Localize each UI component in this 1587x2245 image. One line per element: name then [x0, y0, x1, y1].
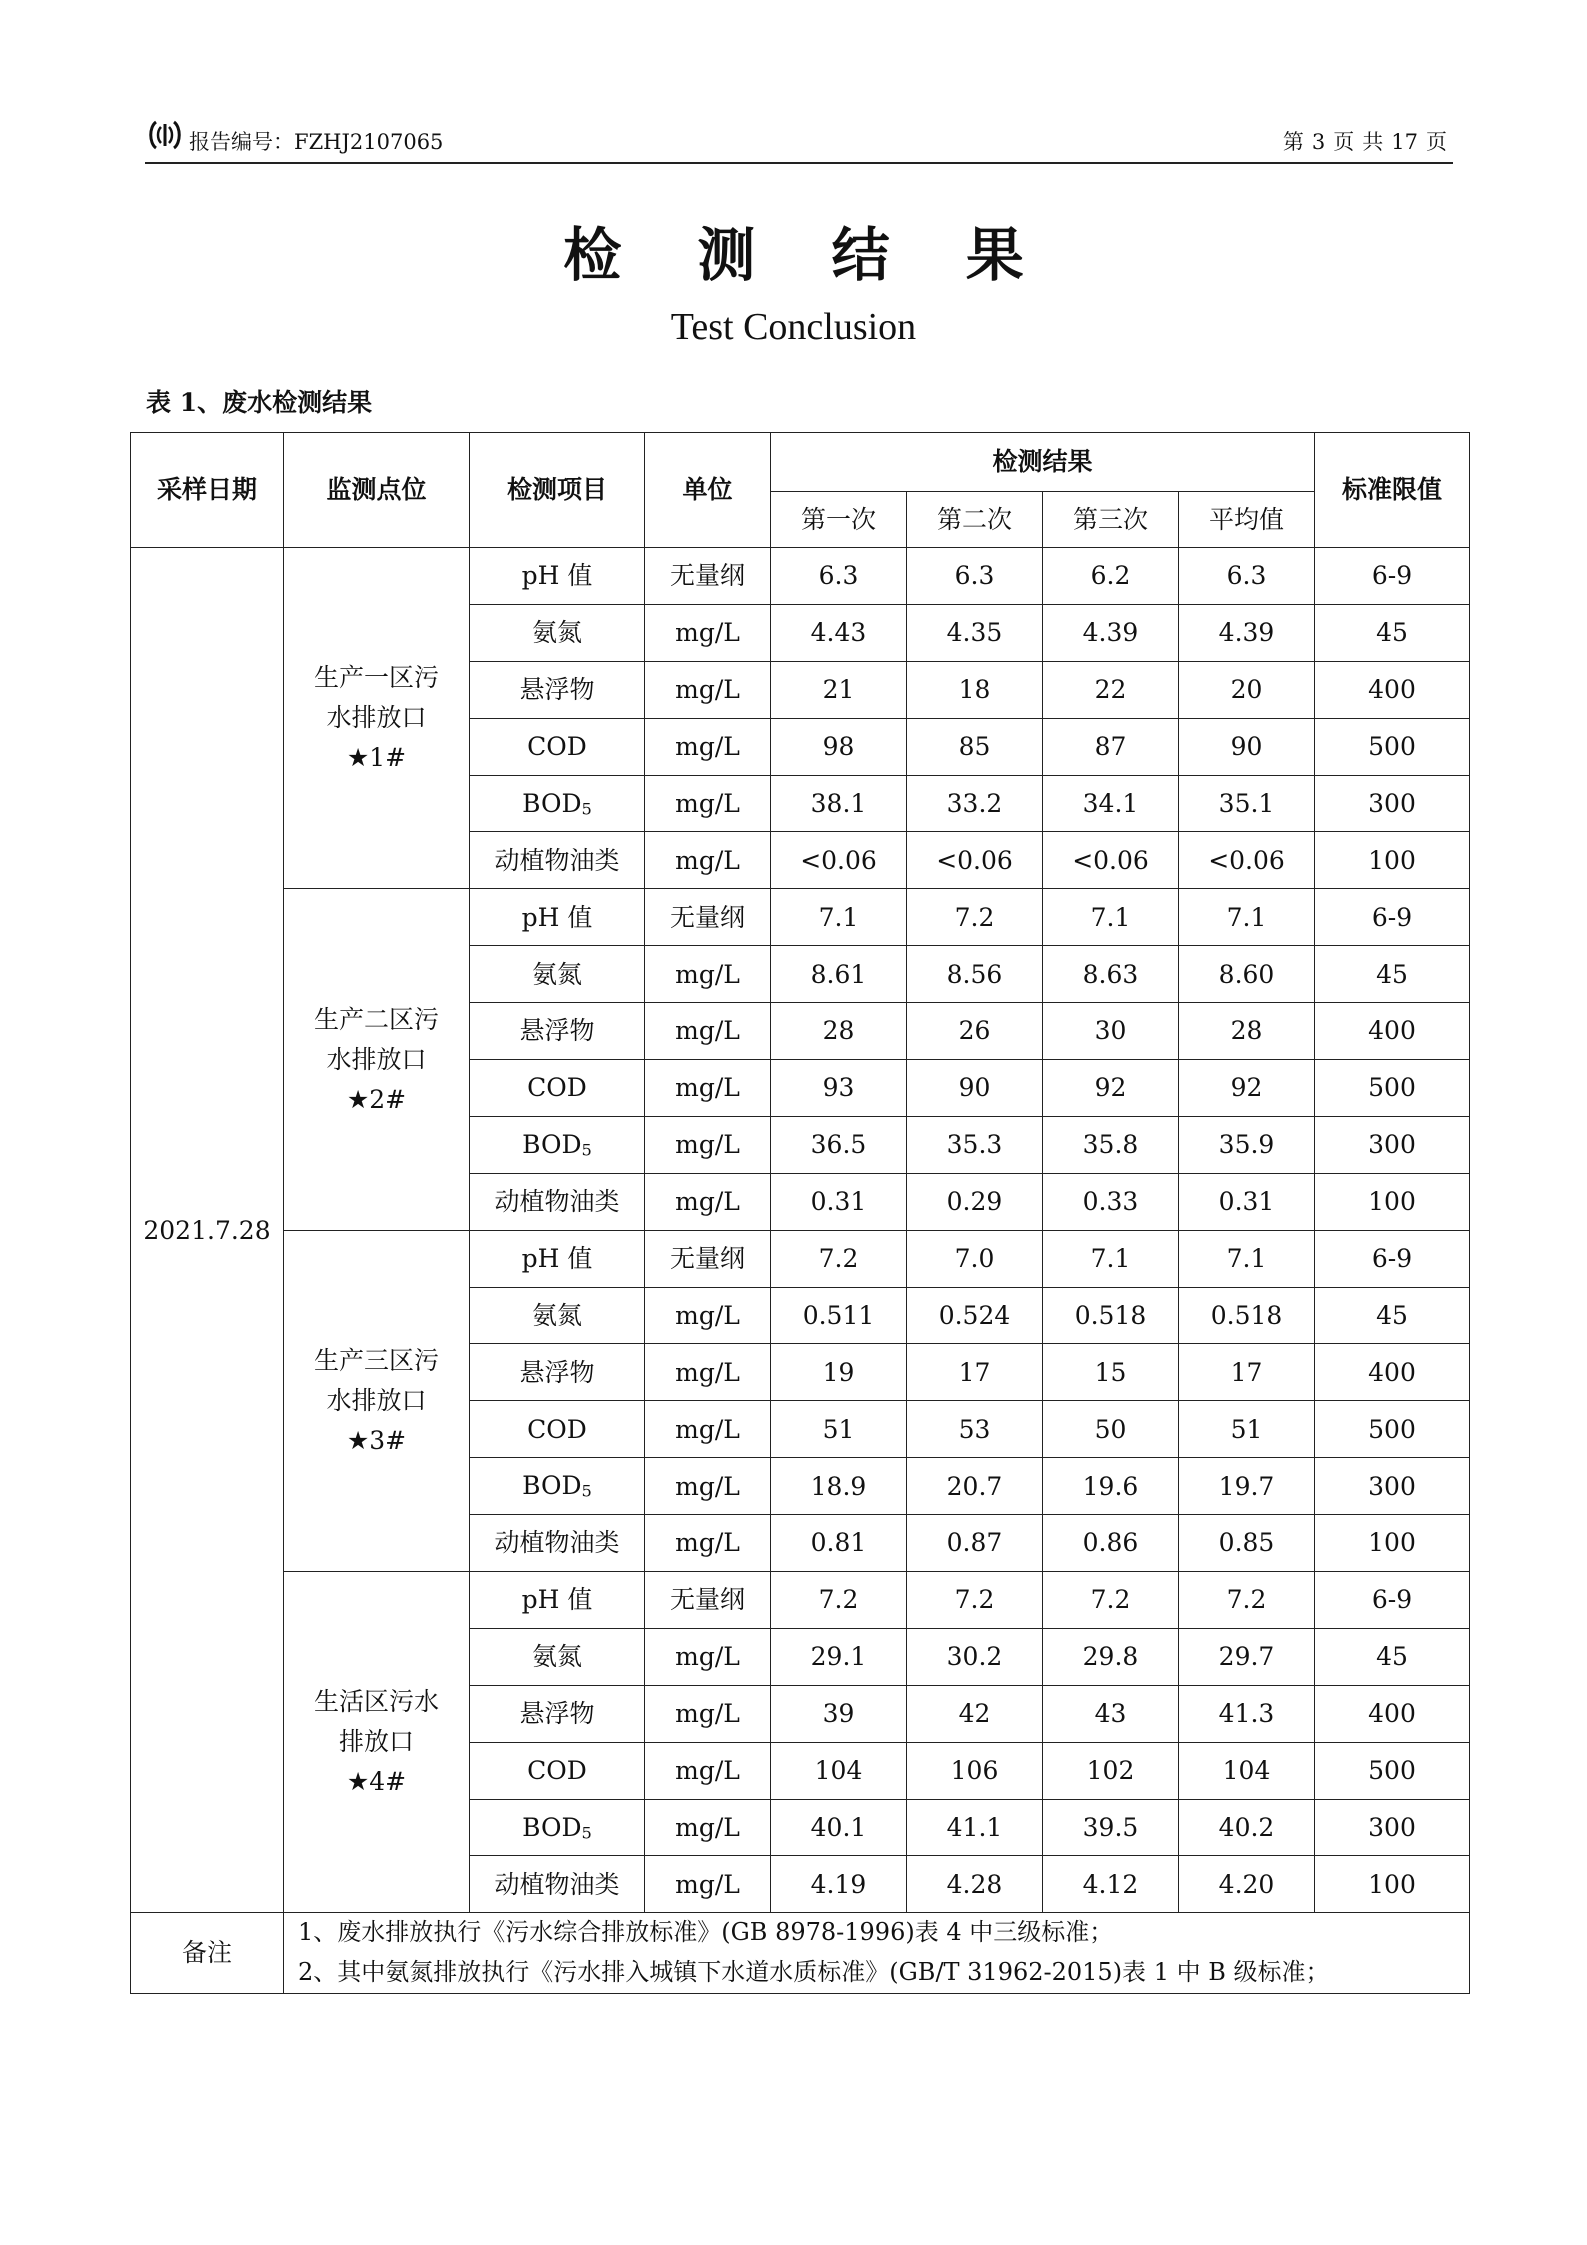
unit-cell: mg/L: [645, 1628, 771, 1685]
result-cell: 0.86: [1043, 1515, 1179, 1572]
item-cell: [470, 718, 645, 775]
result-cell: 104: [771, 1742, 907, 1799]
site-name-line: 排放口: [338, 1727, 414, 1757]
average-cell: 51: [1179, 1401, 1315, 1458]
result-cell: 102: [1043, 1742, 1179, 1799]
page-unit: 页: [1333, 130, 1355, 154]
result-cell: 53: [907, 1401, 1043, 1458]
limit-cell: 100: [1315, 1856, 1470, 1913]
unit-cell: mg/L: [645, 1116, 771, 1173]
item-name: pH 值: [521, 1585, 593, 1615]
item-cell: [470, 1856, 645, 1913]
header-round-3: 第三次: [1043, 492, 1179, 548]
result-cell: 93: [771, 1060, 907, 1117]
result-cell: 36.5: [771, 1116, 907, 1173]
result-cell: 34.1: [1043, 775, 1179, 832]
site-cell: [284, 1572, 470, 1913]
average-cell: 17: [1179, 1344, 1315, 1401]
average-cell: 8.60: [1179, 946, 1315, 1003]
item-cell: [470, 1060, 645, 1117]
page-total-prefix: 共: [1362, 130, 1384, 154]
average-cell: 28: [1179, 1003, 1315, 1060]
result-cell: 42: [907, 1685, 1043, 1742]
item-cell: [470, 1628, 645, 1685]
page-total-unit: 页: [1426, 130, 1447, 154]
result-cell: 18: [907, 661, 1043, 718]
result-cell: 39.5: [1043, 1799, 1179, 1856]
result-cell: 7.1: [771, 889, 907, 946]
unit-cell: mg/L: [645, 604, 771, 661]
average-cell: 29.7: [1179, 1628, 1315, 1685]
item-name: 动植物油类: [494, 1528, 620, 1558]
result-cell: 33.2: [907, 775, 1043, 832]
average-cell: <0.06: [1179, 832, 1315, 889]
page-total: 17: [1391, 130, 1418, 154]
average-cell: 20: [1179, 661, 1315, 718]
item-cell: [470, 946, 645, 1003]
header-unit: 单位: [645, 433, 771, 548]
limit-cell: 45: [1315, 1628, 1470, 1685]
result-cell: 6.3: [771, 548, 907, 605]
unit-cell: mg/L: [645, 1856, 771, 1913]
item-name: COD: [527, 1073, 587, 1103]
result-cell: 8.56: [907, 946, 1043, 1003]
unit-cell: mg/L: [645, 1003, 771, 1060]
result-cell: 40.1: [771, 1799, 907, 1856]
result-cell: 35.3: [907, 1116, 1043, 1173]
item-cell: [470, 1685, 645, 1742]
limit-cell: 6-9: [1315, 548, 1470, 605]
site-name-line: 水排放口: [326, 703, 427, 733]
average-cell: 40.2: [1179, 1799, 1315, 1856]
header-round-1: 第一次: [771, 492, 907, 548]
site-name-line: 水排放口: [326, 1044, 427, 1074]
table-row: [131, 1230, 1470, 1287]
item-cell: [470, 1799, 645, 1856]
company-logo-icon: [147, 118, 183, 152]
result-cell: 29.8: [1043, 1628, 1179, 1685]
unit-cell: mg/L: [645, 1401, 771, 1458]
note-line: 2、其中氨氮排放执行《污水排入城镇下水道水质标准》(GB/T 31962-2015)表 1 中 B 级标准；: [298, 1957, 1330, 1986]
result-cell: 6.3: [907, 548, 1043, 605]
result-cell: 7.0: [907, 1230, 1043, 1287]
result-cell: 20.7: [907, 1458, 1043, 1515]
table-row: [131, 889, 1470, 946]
result-cell: 0.81: [771, 1515, 907, 1572]
site-cell: [284, 548, 470, 889]
notes-cell: [284, 1913, 1470, 1993]
average-cell: 0.518: [1179, 1287, 1315, 1344]
result-cell: 6.2: [1043, 548, 1179, 605]
unit-cell: mg/L: [645, 1685, 771, 1742]
item-cell: [470, 548, 645, 605]
limit-cell: 500: [1315, 1060, 1470, 1117]
average-cell: 4.20: [1179, 1856, 1315, 1913]
unit-cell: mg/L: [645, 1287, 771, 1344]
item-name: pH 值: [521, 1244, 593, 1273]
limit-cell: 300: [1315, 1799, 1470, 1856]
item-cell: [470, 1458, 645, 1515]
item-name: 动植物油类: [494, 1869, 620, 1899]
result-cell: 0.511: [771, 1287, 907, 1344]
header-round-2: 第二次: [907, 492, 1043, 548]
result-cell: 43: [1043, 1685, 1179, 1742]
result-cell: 4.19: [771, 1856, 907, 1913]
item-cell: [470, 1003, 645, 1060]
limit-cell: 400: [1315, 661, 1470, 718]
site-cell: [284, 889, 470, 1230]
result-cell: 7.2: [771, 1572, 907, 1629]
limit-cell: 45: [1315, 946, 1470, 1003]
result-cell: 87: [1043, 718, 1179, 775]
result-cell: 106: [907, 1742, 1043, 1799]
unit-cell: mg/L: [645, 1742, 771, 1799]
result-cell: 28: [771, 1003, 907, 1060]
result-cell: 22: [1043, 661, 1179, 718]
page-prefix: 第: [1282, 130, 1304, 154]
header-item: 检测项目: [470, 433, 645, 548]
item-cell: [470, 1230, 645, 1287]
limit-cell: 100: [1315, 832, 1470, 889]
item-name: COD: [527, 731, 587, 761]
average-cell: 19.7: [1179, 1458, 1315, 1515]
item-cell: [470, 1116, 645, 1173]
item-name: 悬浮物: [519, 1699, 595, 1729]
average-cell: 41.3: [1179, 1685, 1315, 1742]
unit-cell: mg/L: [645, 775, 771, 832]
result-cell: 15: [1043, 1344, 1179, 1401]
average-cell: 7.2: [1179, 1572, 1315, 1629]
page-current: 3: [1311, 130, 1326, 154]
item-cell: [470, 1572, 645, 1629]
result-cell: 92: [1043, 1060, 1179, 1117]
site-name-line: 生产二区污: [313, 1004, 439, 1034]
result-cell: 7.2: [1043, 1572, 1179, 1629]
result-cell: 50: [1043, 1401, 1179, 1458]
header-average: 平均值: [1179, 492, 1315, 548]
item-cell: [470, 661, 645, 718]
unit-cell: mg/L: [645, 1458, 771, 1515]
result-cell: 8.61: [771, 946, 907, 1003]
limit-cell: 100: [1315, 1515, 1470, 1572]
item-name: COD: [527, 1756, 587, 1786]
limit-cell: 300: [1315, 1458, 1470, 1515]
result-cell: 17: [907, 1344, 1043, 1401]
result-cell: 0.524: [907, 1287, 1043, 1344]
item-cell: [470, 832, 645, 889]
result-cell: 18.9: [771, 1458, 907, 1515]
result-cell: <0.06: [1043, 832, 1179, 889]
result-cell: 30: [1043, 1003, 1179, 1060]
site-name-line: ★4#: [346, 1767, 407, 1797]
limit-cell: 500: [1315, 1742, 1470, 1799]
result-cell: 4.28: [907, 1856, 1043, 1913]
result-cell: 90: [907, 1060, 1043, 1117]
result-cell: 29.1: [771, 1628, 907, 1685]
result-cell: 35.8: [1043, 1116, 1179, 1173]
result-cell: 0.31: [771, 1173, 907, 1230]
item-name: 氨氮: [531, 1642, 582, 1672]
result-cell: 7.2: [907, 889, 1043, 946]
page-title: 检 测 结 果: [563, 221, 1052, 289]
unit-cell: 无量纲: [645, 889, 771, 946]
average-cell: 6.3: [1179, 548, 1315, 605]
limit-cell: 500: [1315, 718, 1470, 775]
site-name-line: ★2#: [346, 1084, 407, 1114]
result-cell: 30.2: [907, 1628, 1043, 1685]
result-cell: 0.33: [1043, 1173, 1179, 1230]
result-cell: 7.2: [907, 1572, 1043, 1629]
unit-cell: mg/L: [645, 946, 771, 1003]
average-cell: 92: [1179, 1060, 1315, 1117]
result-cell: 98: [771, 718, 907, 775]
site-name-line: ★3#: [346, 1425, 407, 1455]
table-row: [131, 1572, 1470, 1629]
item-name: 氨氮: [531, 1300, 582, 1330]
unit-cell: 无量纲: [645, 548, 771, 605]
result-cell: 41.1: [907, 1799, 1043, 1856]
result-cell: 4.43: [771, 604, 907, 661]
result-cell: 4.12: [1043, 1856, 1179, 1913]
result-cell: 7.1: [1043, 889, 1179, 946]
result-cell: 7.2: [771, 1230, 907, 1287]
item-name: 动植物油类: [494, 845, 620, 875]
result-cell: 51: [771, 1401, 907, 1458]
item-name: 悬浮物: [519, 1016, 595, 1046]
limit-cell: 6-9: [1315, 1230, 1470, 1287]
limit-cell: 45: [1315, 1287, 1470, 1344]
unit-cell: mg/L: [645, 1515, 771, 1572]
item-name: COD: [527, 1414, 587, 1444]
item-cell: [470, 604, 645, 661]
item-name: 氨氮: [531, 618, 582, 648]
limit-cell: 300: [1315, 1116, 1470, 1173]
item-subscript: 5: [581, 1823, 592, 1843]
item-name: BOD: [522, 788, 582, 818]
result-cell: 0.29: [907, 1173, 1043, 1230]
item-cell: [470, 1515, 645, 1572]
unit-cell: 无量纲: [645, 1572, 771, 1629]
item-name: 动植物油类: [494, 1187, 620, 1217]
wastewater-results-table: [130, 432, 1470, 1994]
item-cell: [470, 1344, 645, 1401]
header-results: 检测结果: [771, 433, 1315, 492]
average-cell: 7.1: [1179, 1230, 1315, 1287]
unit-cell: mg/L: [645, 832, 771, 889]
item-cell: [470, 1173, 645, 1230]
result-cell: 85: [907, 718, 1043, 775]
result-cell: 4.39: [1043, 604, 1179, 661]
unit-cell: 无量纲: [645, 1230, 771, 1287]
item-name: 悬浮物: [519, 1357, 595, 1387]
item-name: BOD: [522, 1129, 582, 1159]
average-cell: 35.1: [1179, 775, 1315, 832]
limit-cell: 400: [1315, 1685, 1470, 1742]
item-name: BOD: [522, 1471, 582, 1501]
result-cell: 0.518: [1043, 1287, 1179, 1344]
header-site: 监测点位: [284, 433, 470, 548]
result-cell: 4.35: [907, 604, 1043, 661]
item-cell: [470, 775, 645, 832]
item-name: 氨氮: [531, 959, 582, 989]
item-name: BOD: [522, 1812, 582, 1842]
average-cell: 104: [1179, 1742, 1315, 1799]
item-cell: [470, 1401, 645, 1458]
unit-cell: mg/L: [645, 718, 771, 775]
result-cell: 19.6: [1043, 1458, 1179, 1515]
limit-cell: 300: [1315, 775, 1470, 832]
unit-cell: mg/L: [645, 1344, 771, 1401]
result-cell: 8.63: [1043, 946, 1179, 1003]
unit-cell: mg/L: [645, 661, 771, 718]
site-name-line: 生产一区污: [313, 663, 439, 693]
table-row: [131, 548, 1470, 605]
average-cell: 90: [1179, 718, 1315, 775]
site-name-line: 水排放口: [326, 1385, 427, 1415]
page-subtitle: Test Conclusion: [670, 306, 917, 348]
result-cell: 39: [771, 1685, 907, 1742]
result-cell: 38.1: [771, 775, 907, 832]
site-cell: [284, 1230, 470, 1571]
result-cell: <0.06: [771, 832, 907, 889]
result-cell: 21: [771, 661, 907, 718]
sampling-date-cell: 2021.7.28: [131, 548, 284, 1913]
item-cell: [470, 1742, 645, 1799]
note-line: 1、废水排放执行《污水综合排放标准》(GB 8978-1996)表 4 中三级标准；: [298, 1918, 1114, 1947]
item-name: pH 值: [521, 561, 593, 591]
site-name-line: ★1#: [346, 743, 407, 773]
limit-cell: 100: [1315, 1173, 1470, 1230]
page-number: [1283, 126, 1447, 156]
report-number: 报告编号：FZHJ2107065: [189, 130, 444, 154]
limit-cell: 45: [1315, 604, 1470, 661]
table-body: [131, 548, 1470, 1913]
average-cell: 0.31: [1179, 1173, 1315, 1230]
item-subscript: 5: [581, 1481, 592, 1501]
average-cell: 35.9: [1179, 1116, 1315, 1173]
item-subscript: 5: [581, 799, 592, 819]
limit-cell: 400: [1315, 1003, 1470, 1060]
item-cell: [470, 889, 645, 946]
item-name: pH 值: [521, 902, 593, 932]
table-caption: 表 1、废水检测结果: [146, 388, 373, 417]
item-cell: [470, 1287, 645, 1344]
unit-cell: mg/L: [645, 1799, 771, 1856]
limit-cell: 6-9: [1315, 1572, 1470, 1629]
result-cell: 19: [771, 1344, 907, 1401]
site-name-line: 生活区污水: [313, 1687, 439, 1717]
limit-cell: 400: [1315, 1344, 1470, 1401]
average-cell: 7.1: [1179, 889, 1315, 946]
result-cell: 26: [907, 1003, 1043, 1060]
unit-cell: mg/L: [645, 1173, 771, 1230]
header-date: 采样日期: [131, 433, 284, 548]
unit-cell: mg/L: [645, 1060, 771, 1117]
limit-cell: 6-9: [1315, 889, 1470, 946]
average-cell: 0.85: [1179, 1515, 1315, 1572]
result-cell: 0.87: [907, 1515, 1043, 1572]
average-cell: 4.39: [1179, 604, 1315, 661]
result-cell: <0.06: [907, 832, 1043, 889]
notes-label: 备注: [131, 1913, 284, 1993]
item-name: 悬浮物: [519, 675, 595, 705]
page-header: [145, 118, 1453, 164]
limit-cell: 500: [1315, 1401, 1470, 1458]
header-limit: 标准限值: [1315, 433, 1470, 548]
result-cell: 7.1: [1043, 1230, 1179, 1287]
site-name-line: 生产三区污: [313, 1345, 439, 1375]
item-subscript: 5: [581, 1140, 592, 1160]
